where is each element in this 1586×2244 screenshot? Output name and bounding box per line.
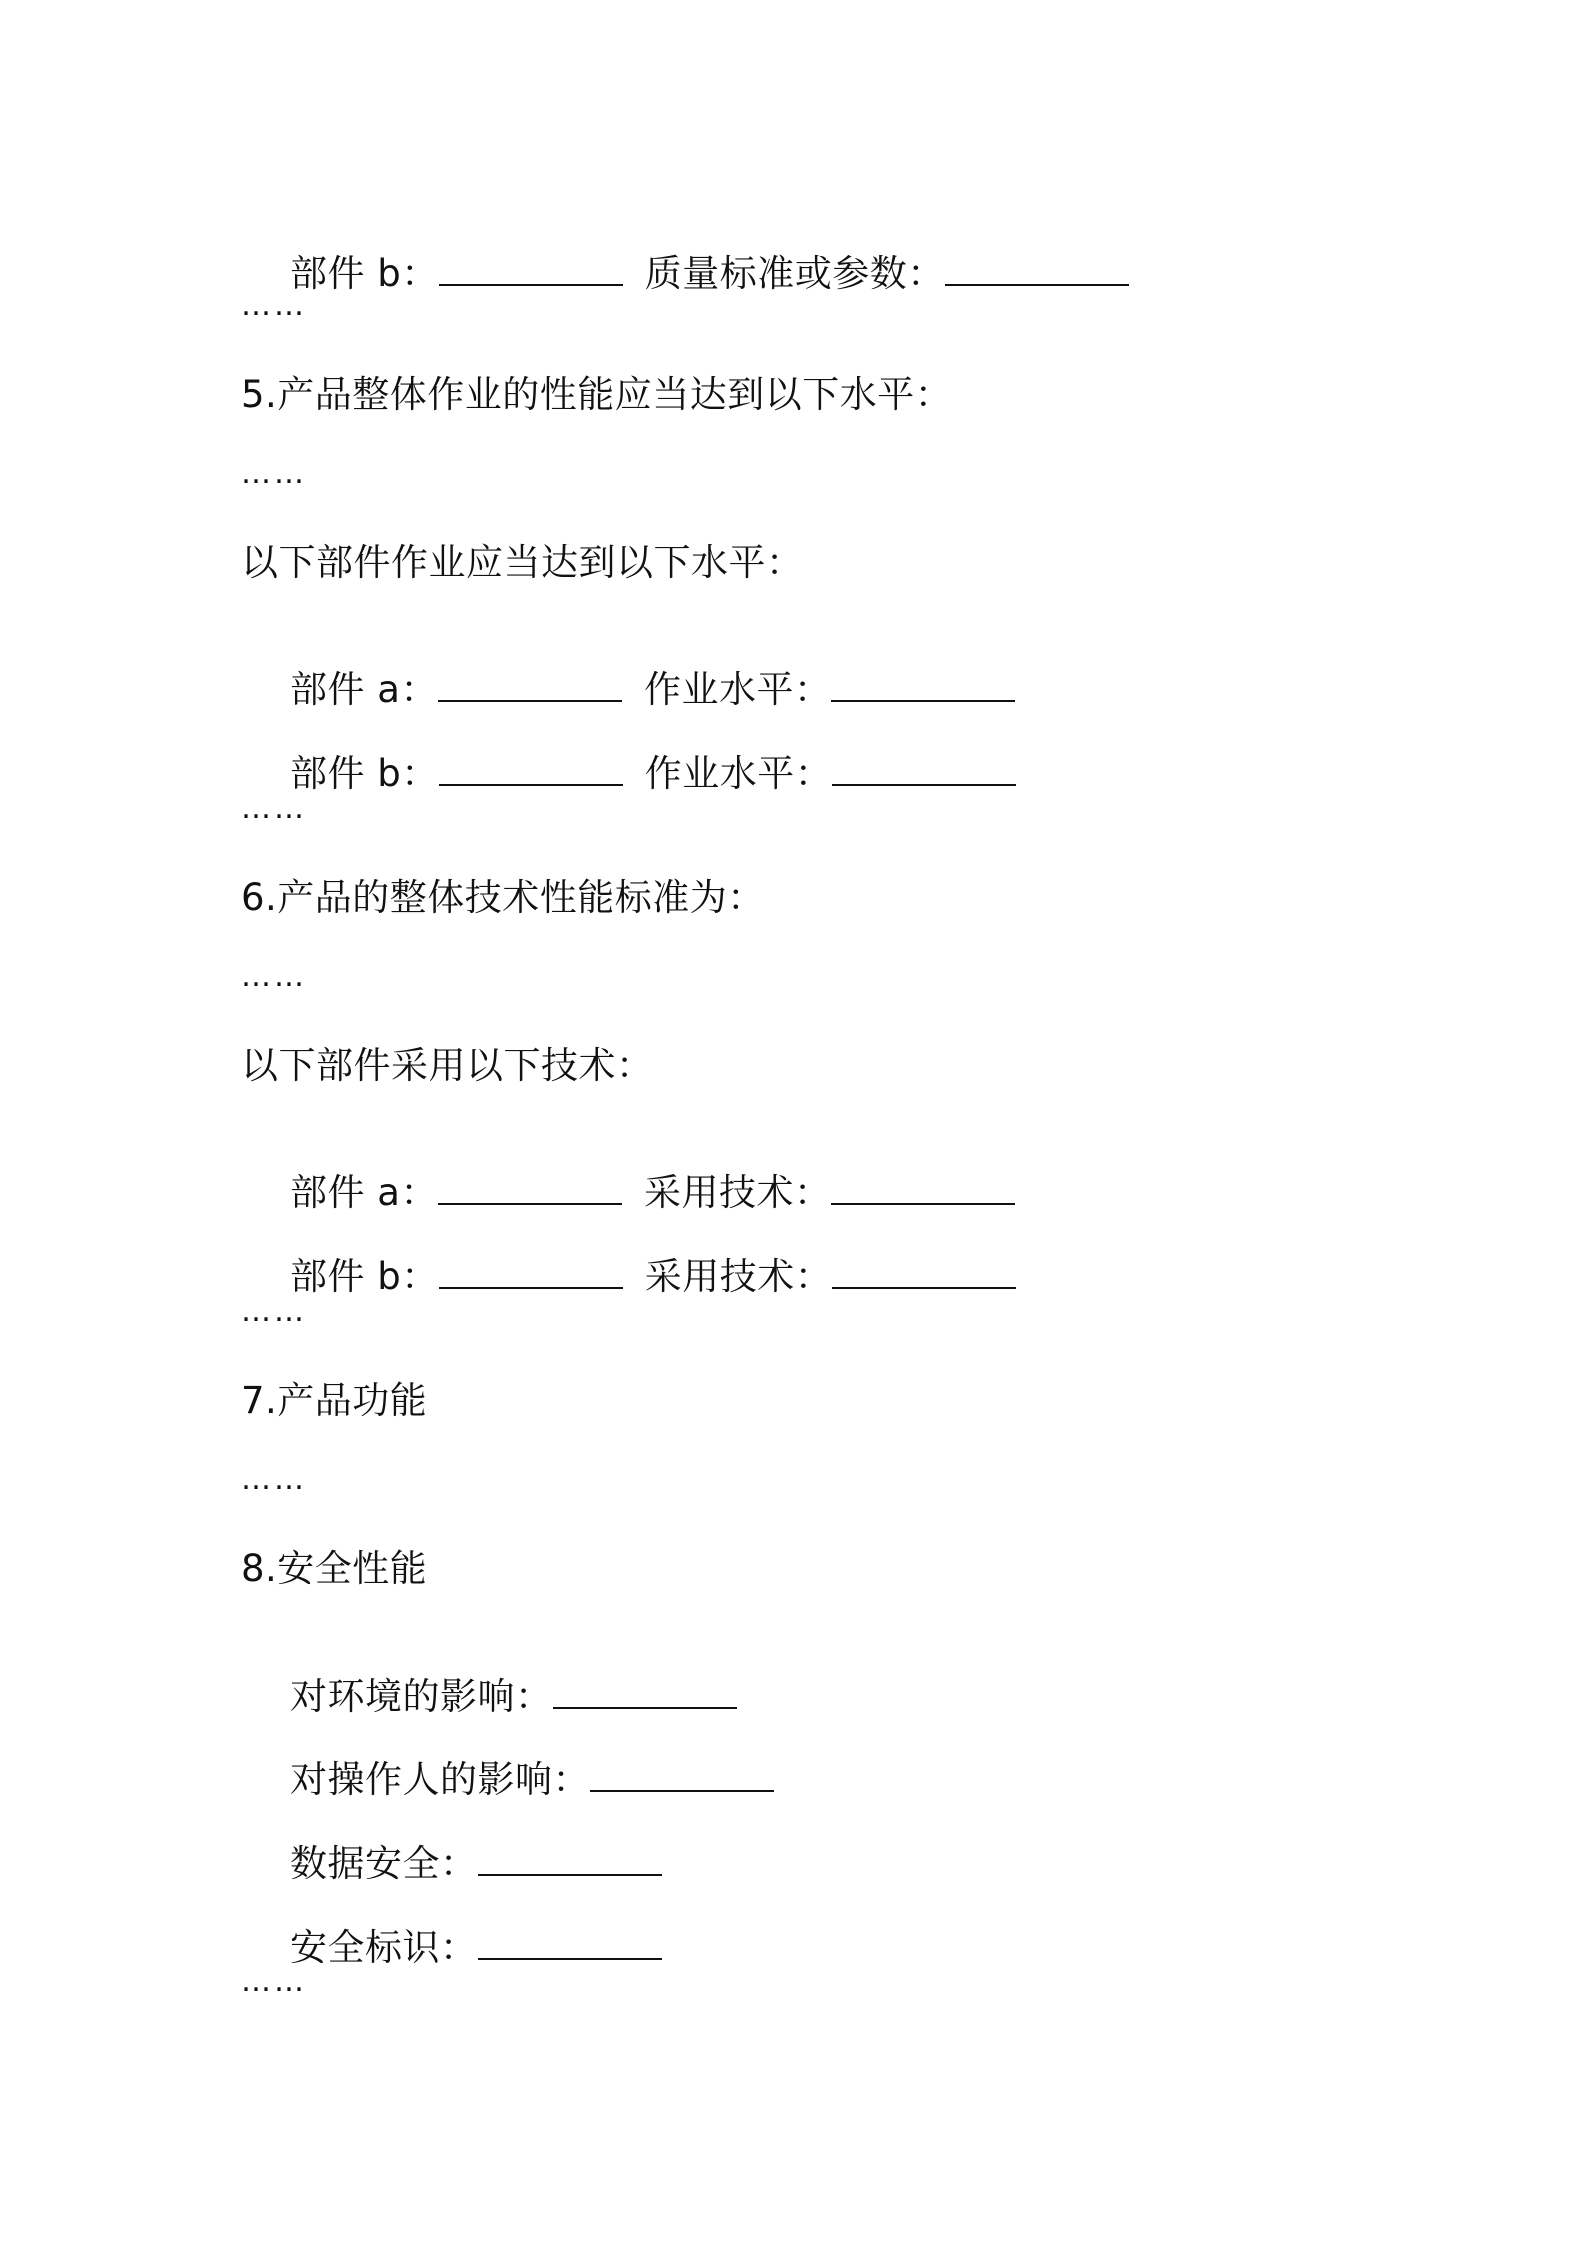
- part-a-blank[interactable]: [438, 1173, 622, 1205]
- section-6-heading: 6.产品的整体技术性能标准为：: [241, 876, 765, 919]
- part-a-label: 部件 a：: [290, 1171, 438, 1214]
- operation-level-blank[interactable]: [831, 670, 1015, 702]
- parts-operation-intro: 以下部件作业应当达到以下水平：: [241, 541, 804, 584]
- part-b-technology-row: [241, 1211, 1016, 1343]
- ellipsis: ……: [241, 1294, 307, 1329]
- data-security-label: 数据安全：: [290, 1842, 478, 1885]
- ellipsis: ……: [241, 1964, 307, 1999]
- technology-label: 采用技术：: [644, 1255, 833, 1298]
- quality-standard-label: 质量标准或参数：: [644, 252, 945, 295]
- section-7-heading: 7.产品功能: [241, 1379, 428, 1422]
- part-b-quality-row: [241, 208, 1129, 340]
- technology-blank[interactable]: [832, 1257, 1016, 1289]
- data-security-blank[interactable]: [478, 1844, 662, 1876]
- part-b-label: 部件 b：: [290, 1255, 439, 1298]
- part-b-blank[interactable]: [439, 754, 623, 786]
- part-b-blank[interactable]: [439, 1257, 623, 1289]
- part-b-label: 部件 b：: [290, 252, 439, 295]
- environment-impact-label: 对环境的影响：: [290, 1675, 553, 1718]
- ellipsis: ……: [241, 791, 307, 826]
- parts-technology-intro: 以下部件采用以下技术：: [241, 1044, 654, 1087]
- safety-marking-label: 安全标识：: [290, 1926, 478, 1969]
- technology-blank[interactable]: [831, 1173, 1015, 1205]
- operation-level-blank[interactable]: [832, 754, 1016, 786]
- part-b-blank[interactable]: [439, 254, 623, 286]
- part-b-operation-row: [241, 708, 1016, 840]
- operation-level-label: 作业水平：: [644, 752, 833, 795]
- safety-marking-blank[interactable]: [478, 1928, 662, 1960]
- part-a-blank[interactable]: [438, 670, 622, 702]
- quality-standard-blank[interactable]: [945, 254, 1129, 286]
- technology-label: 采用技术：: [643, 1171, 832, 1214]
- part-b-label: 部件 b：: [290, 752, 439, 795]
- operation-level-label: 作业水平：: [643, 668, 832, 711]
- ellipsis: ……: [241, 1462, 307, 1497]
- ellipsis: ……: [241, 456, 307, 491]
- ellipsis: ……: [241, 959, 307, 994]
- environment-impact-blank[interactable]: [553, 1677, 737, 1709]
- section-8-heading: 8.安全性能: [241, 1547, 428, 1590]
- operator-impact-blank[interactable]: [590, 1760, 774, 1792]
- part-a-label: 部件 a：: [290, 668, 438, 711]
- section-5-heading: 5.产品整体作业的性能应当达到以下水平：: [241, 373, 953, 416]
- ellipsis: ……: [241, 288, 307, 323]
- operator-impact-label: 对操作人的影响：: [290, 1758, 591, 1801]
